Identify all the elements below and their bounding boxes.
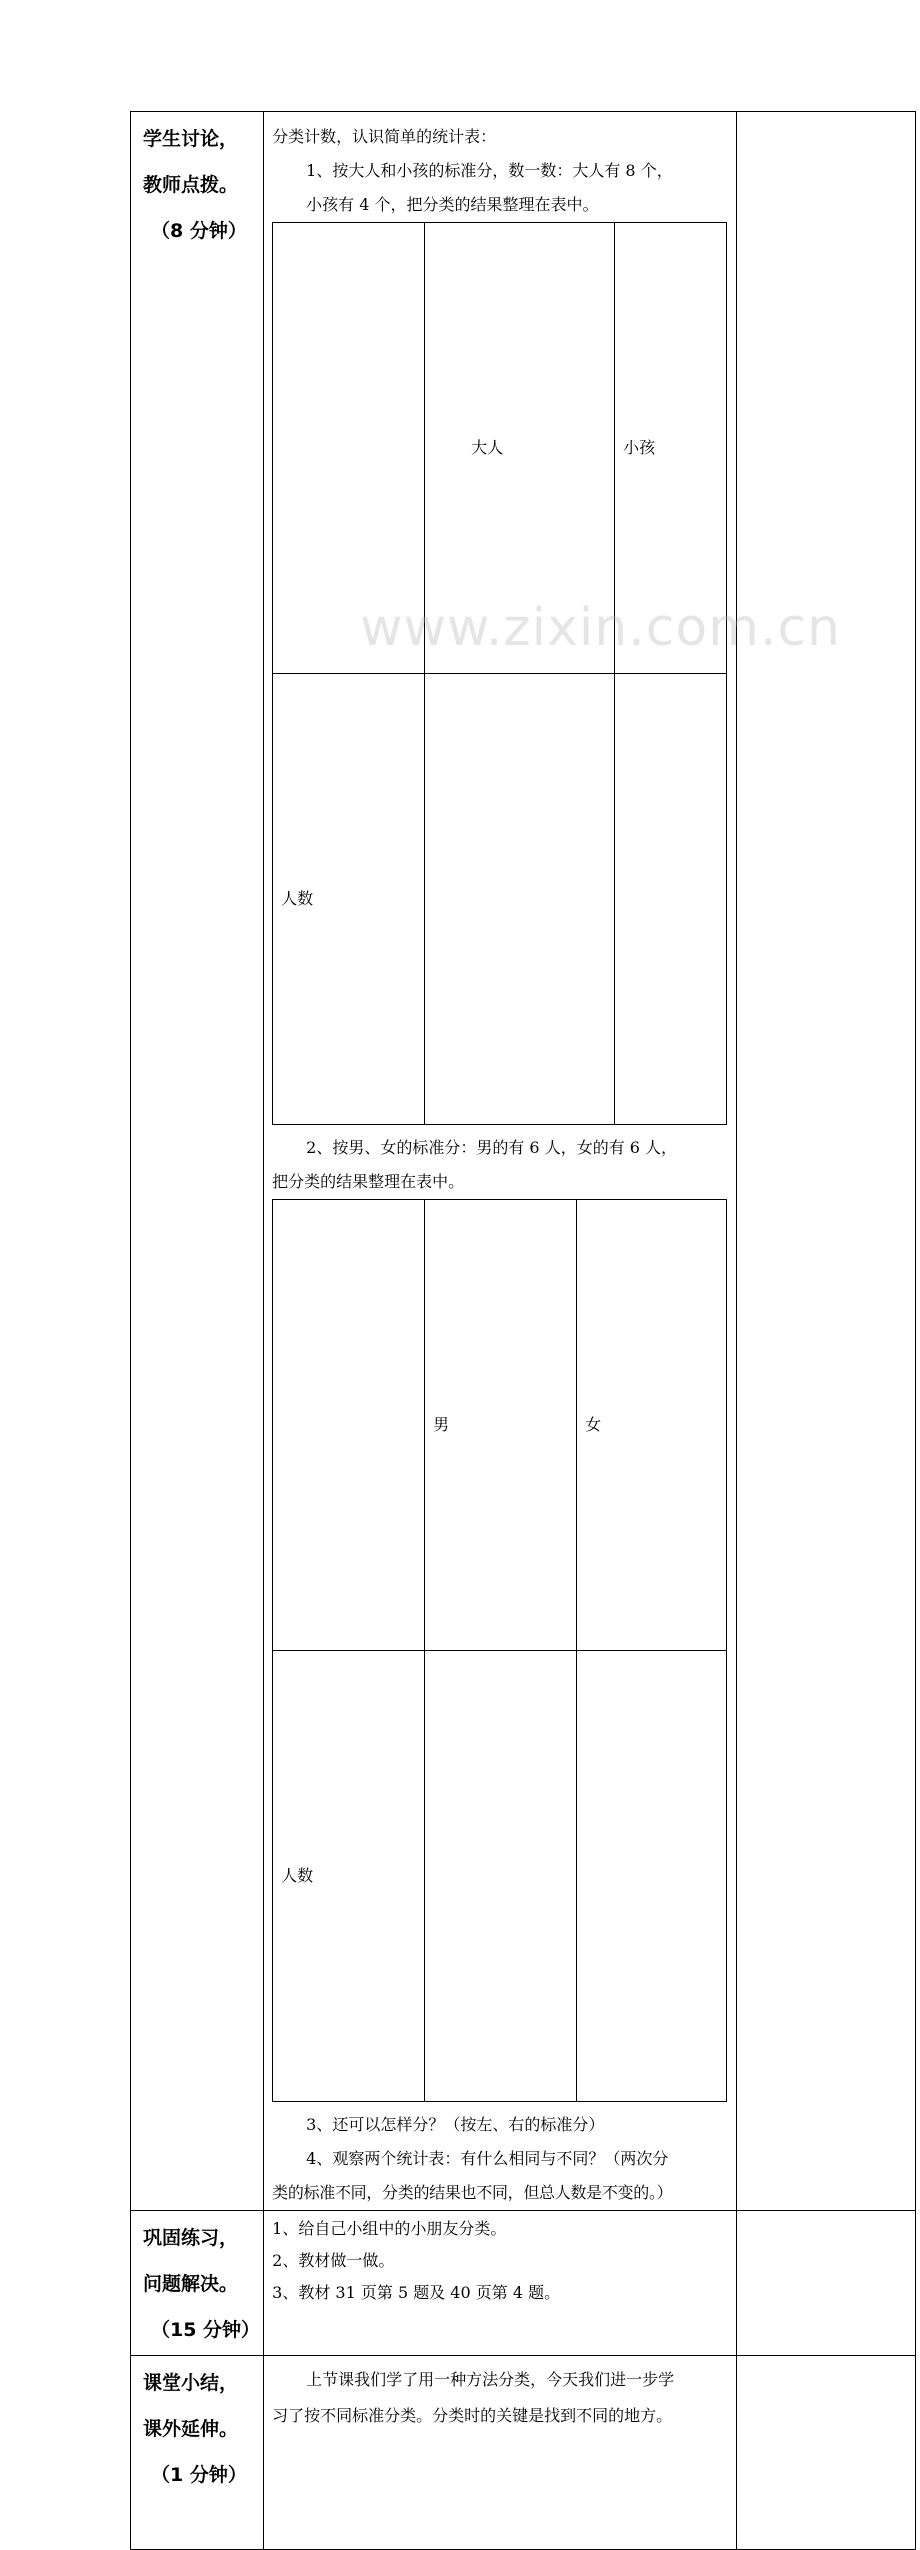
step-title: 课堂小结，	[143, 2372, 239, 2394]
step-cell	[131, 2211, 264, 2356]
table-cell	[425, 1651, 577, 2102]
table-row	[131, 2356, 916, 2550]
step-title: 巩固练习，	[143, 2227, 239, 2249]
table-header: 大人	[425, 223, 615, 674]
table-row-label: 人数	[273, 674, 425, 1125]
step-title: 学生讨论，	[143, 128, 239, 150]
content-line: 3、还可以怎样分？（按左、右的标准分）	[306, 2115, 605, 2134]
table-row	[131, 2211, 916, 2356]
count-table-adult-child	[272, 222, 727, 1125]
watermark: www.zixin.com.cn	[360, 598, 841, 658]
content-cell	[264, 112, 737, 2211]
content-line: 类的标准不同，分类的结果也不同，但总人数是不变的。）	[272, 2183, 673, 2202]
table-cell	[615, 674, 727, 1125]
step-title: 教师点拨。	[143, 174, 239, 196]
step-cell	[131, 2356, 264, 2550]
notes-cell	[736, 2356, 915, 2550]
step-cell	[131, 112, 264, 2211]
table-header: 女	[577, 1200, 727, 1651]
table-row-label: 人数	[273, 1651, 425, 2102]
content-line: 上节课我们学了用一种方法分类，今天我们进一步学	[306, 2370, 675, 2389]
content-cell	[264, 2211, 737, 2356]
content-line: 3、教材 31 页第 5 题及 40 页第 4 题。	[272, 2283, 561, 2302]
step-duration: （15 分钟）	[151, 2319, 261, 2341]
step-title: 课外延伸。	[143, 2418, 239, 2440]
content-cell	[264, 2356, 737, 2550]
count-table-gender	[272, 1199, 727, 2102]
step-duration: （8 分钟）	[151, 220, 247, 242]
table-header: 小孩	[615, 223, 727, 674]
content-line: 1、给自己小组中的小朋友分类。	[272, 2219, 507, 2238]
table-header: 男	[425, 1200, 577, 1651]
notes-cell	[736, 2211, 915, 2356]
step-title: 问题解决。	[143, 2273, 239, 2295]
content-line: 1、按大人和小孩的标准分，数一数：大人有 8 个，	[306, 161, 673, 180]
content-line: 习了按不同标准分类。分类时的关键是找到不同的地方。	[272, 2406, 673, 2425]
content-line: 2、教材做一做。	[272, 2251, 395, 2270]
step-duration: （1 分钟）	[151, 2464, 247, 2486]
content-line: 把分类的结果整理在表中。	[272, 1172, 465, 1191]
content-line: 4、观察两个统计表：有什么相同与不同？（两次分	[306, 2149, 669, 2168]
table-cell	[425, 674, 615, 1125]
content-line: 小孩有 4 个，把分类的结果整理在表中。	[306, 195, 599, 214]
notes-cell	[736, 112, 915, 2211]
table-cell	[577, 1651, 727, 2102]
lesson-plan-table	[130, 111, 916, 2550]
table-cell	[273, 223, 425, 674]
table-cell	[273, 1200, 425, 1651]
content-line: 2、按男、女的标准分：男的有 6 人，女的有 6 人，	[306, 1138, 678, 1157]
table-row	[131, 112, 916, 2211]
content-line: 分类计数，认识简单的统计表：	[272, 127, 497, 146]
